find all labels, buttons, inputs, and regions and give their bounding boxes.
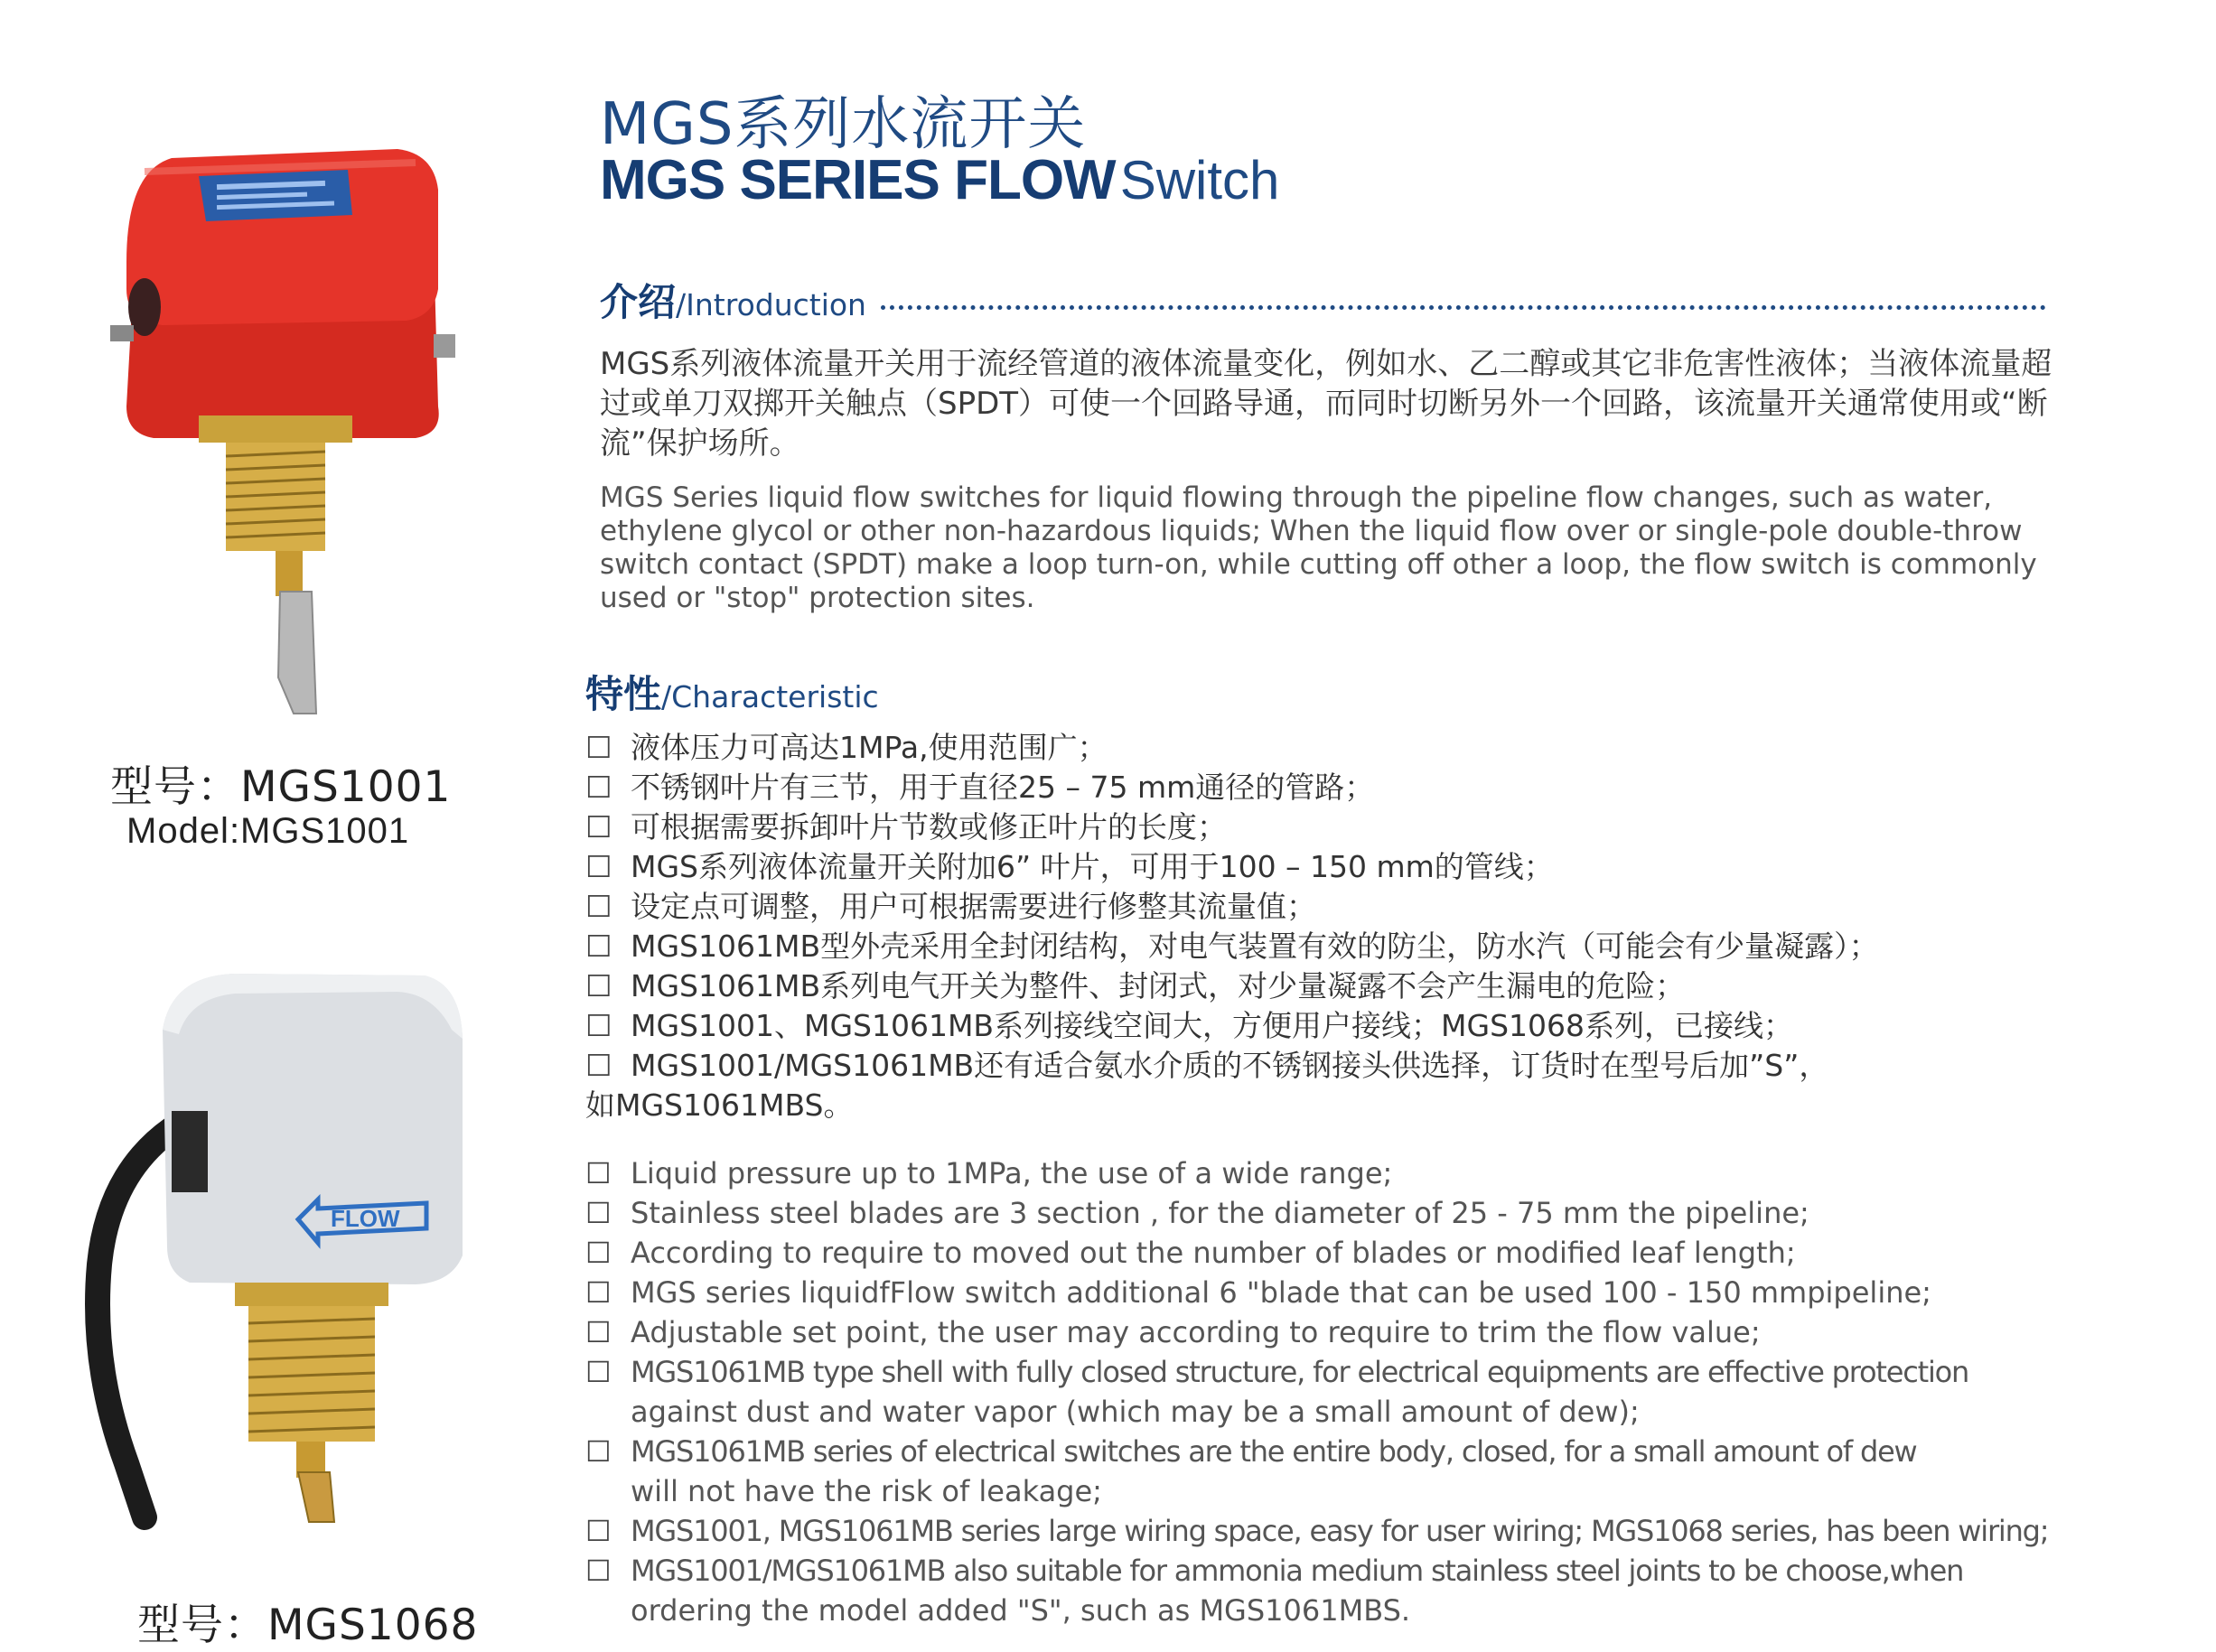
- bullet-icon: ☐: [585, 1315, 612, 1349]
- bullet-icon: ☐: [585, 1236, 612, 1270]
- list-item-continuation: 如MGS1061MBS。: [585, 1087, 854, 1123]
- list-item: ☐ MGS series liquidfFlow switch additional 6 "blade that can be used 100 - 150 mmpipeline;: [585, 1273, 2048, 1312]
- introduction-heading-en: /Introduction: [676, 287, 866, 322]
- list-item: ☐ MGS1061MB type shell with fully closed structure, for electrical equipments are effective protection: [585, 1352, 2048, 1392]
- list-item: ☐ MGS1001/MGS1061MB also suitable for ammonia medium stainless steel joints to be choose,when: [585, 1551, 2048, 1591]
- bullet-icon: ☐: [585, 1156, 612, 1190]
- product-image-mgs1068: [72, 957, 488, 1535]
- product-image-mgs1001: [90, 135, 488, 732]
- introduction-heading-cn: 介绍: [600, 280, 677, 324]
- characteristic-heading-en: /Characteristic: [661, 679, 879, 714]
- bullet-icon: ☐: [585, 849, 612, 884]
- list-item-continuation: will not have the risk of leakage;: [631, 1474, 1102, 1508]
- bullet-icon: ☐: [585, 1514, 611, 1548]
- bullet-icon: ☐: [585, 1275, 612, 1310]
- list-item: ☐ MGS1001/MGS1061MB还有适合氨水介质的不锈钢接头供选择，订货时在型号后加”S”，: [585, 1046, 1879, 1086]
- list-item: ☐ Liquid pressure up to 1MPa, the use of a wide range;: [585, 1153, 2048, 1193]
- list-item: ☐ 不锈钢叶片有三节，用于直径25 – 75 mm通径的管路；: [585, 768, 1879, 807]
- bullet-icon: ☐: [585, 730, 612, 765]
- list-item: ☐ 可根据需要拆卸叶片节数或修正叶片的长度；: [585, 807, 1879, 847]
- characteristic-heading: [585, 665, 879, 719]
- bullet-icon: ☐: [585, 929, 612, 964]
- flow-label: FLOW: [331, 1205, 400, 1232]
- list-item-continuation: ordering the model added "S", such as MGS1061MBS.: [631, 1593, 1411, 1628]
- bullet-icon: ☐: [585, 1048, 612, 1083]
- bullet-icon: ☐: [585, 968, 612, 1003]
- list-item: ☐ MGS1061MB型外壳采用全封闭结构，对电气装置有效的防尘，防水汽（可能会有少量凝露）；: [585, 927, 1879, 966]
- list-item: ☐ MGS1061MB系列电气开关为整件、封闭式，对少量凝露不会产生漏电的危险；: [585, 966, 1879, 1006]
- product-caption-cn: 型号：MGS1068: [137, 1601, 479, 1650]
- introduction-text-cn: MGS系列液体流量开关用于流经管道的液体流量变化，例如水、乙二醇或其它非危害性液体；当液体流量超过或单刀双掷开关触点（SPDT）可使一个回路导通，而同时切断另外一个回路，该流量开关通常使用或“断流”保护场所。: [600, 346, 2052, 462]
- list-item: ☐ MGS系列液体流量开关附加6” 叶片，可用于100 – 150 mm的管线；: [585, 847, 1879, 887]
- bullet-icon: ☐: [585, 1355, 611, 1389]
- characteristic-heading-cn: 特性: [585, 672, 662, 716]
- bullet-icon: ☐: [585, 1008, 612, 1043]
- list-item: ☐ 液体压力可高达1MPa,使用范围广；: [585, 728, 1879, 768]
- list-item: ☐ Adjustable set point, the user may according to require to trim the flow value;: [585, 1312, 2048, 1352]
- list-item: ☐ MGS1001、MGS1061MB系列接线空间大，方便用户接线；MGS1068系列，已接线；: [585, 1006, 1879, 1046]
- bullet-icon: ☐: [585, 1434, 611, 1469]
- product-caption-en: Model:MGS1001: [126, 811, 410, 851]
- bullet-icon: ☐: [585, 1554, 611, 1588]
- title-en-light: Switch: [1119, 150, 1280, 210]
- bullet-icon: ☐: [585, 770, 612, 805]
- page-title-cn: MGS系列水流开关: [600, 91, 1087, 158]
- introduction-text-en: MGS Series liquid flow switches for liquid flowing through the pipeline flow changes, such as water, ethylene glycol or other non-hazardous liquids; When the liquid flow over or single-pole double-throw switch contact (SPDT) make a loop turn-on, while cutting off other a loop, the flow switch is commonly used or "stop" protection sites.: [600, 481, 2037, 614]
- introduction-heading: [600, 273, 866, 327]
- list-item: ☐ 设定点可调整，用户可根据需要进行修整其流量值；: [585, 887, 1879, 927]
- bullet-icon: ☐: [585, 889, 612, 924]
- list-item: ☐ MGS1061MB series of electrical switches are the entire body, closed, for a small amount of dew: [585, 1432, 2048, 1471]
- product-caption-cn: 型号：MGS1001: [110, 762, 452, 812]
- bullet-icon: ☐: [585, 809, 612, 845]
- characteristic-list-cn: [585, 728, 1879, 1125]
- list-item: ☐ Stainless steel blades are 3 section , for the diameter of 25 - 75 mm the pipeline;: [585, 1193, 2048, 1233]
- bullet-icon: ☐: [585, 1196, 612, 1230]
- title-en-bold: MGS SERIES FLOW: [600, 149, 1116, 211]
- list-item-continuation: against dust and water vapor (which may be a small amount of dew);: [631, 1395, 1640, 1429]
- list-item: ☐ According to require to moved out the number of blades or modified leaf length;: [585, 1233, 2048, 1273]
- dotted-divider: [881, 296, 2046, 310]
- characteristic-list-en: [585, 1153, 2048, 1630]
- page-title-en: [600, 148, 1279, 212]
- list-item: ☐ MGS1001, MGS1061MB series large wiring space, easy for user wiring; MGS1068 series, has been wiring;: [585, 1511, 2048, 1551]
